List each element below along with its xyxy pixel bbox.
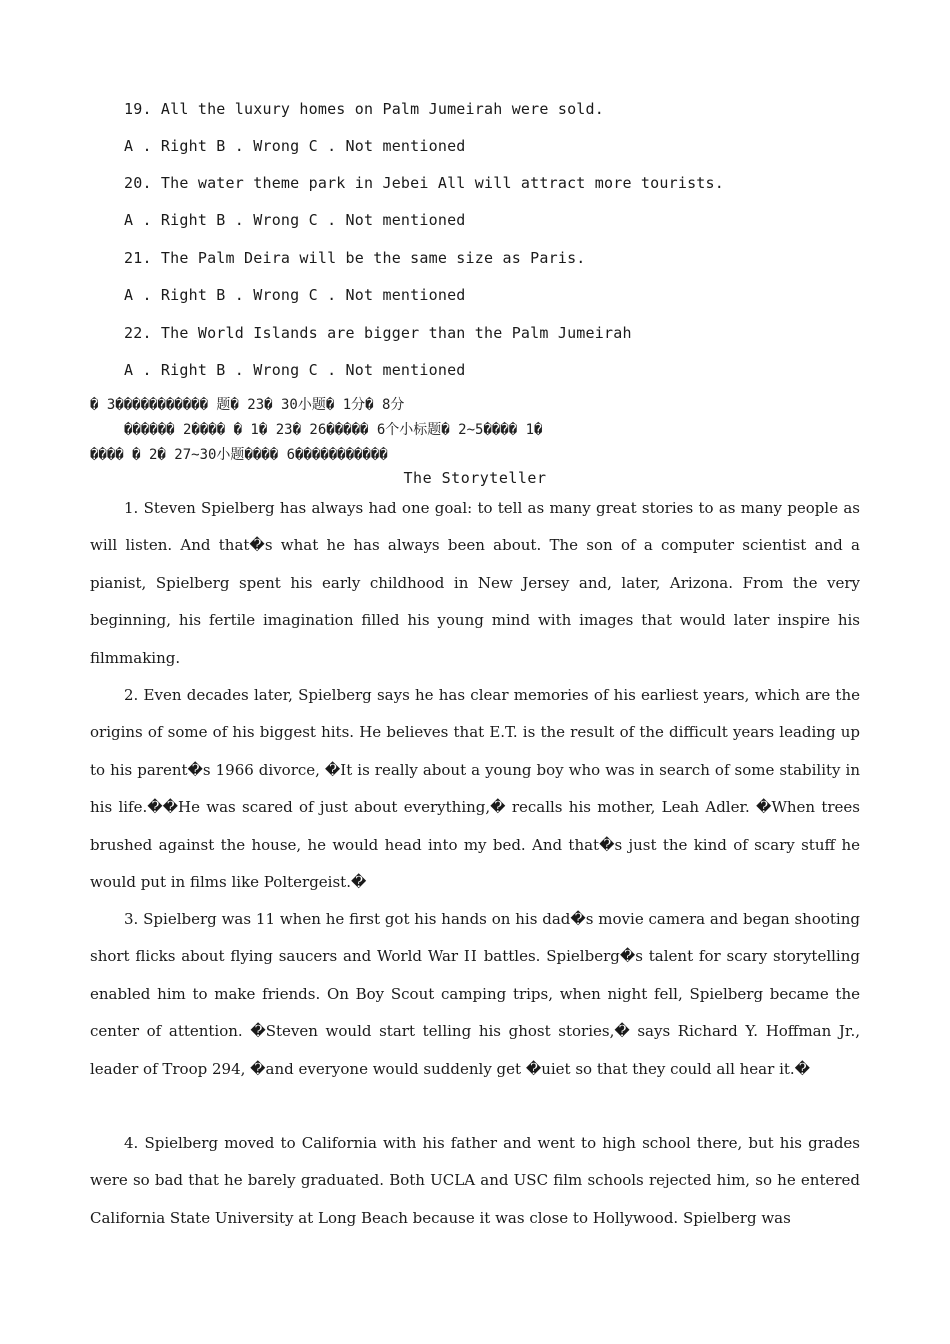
article-title: The Storyteller <box>403 469 547 487</box>
section-instruction-line-3: ���� � 2� 27~30小题���� 6����������� <box>90 447 388 463</box>
question-20-options: A . Right B . Wrong C . Not mentioned <box>124 211 466 229</box>
question-21-options: A . Right B . Wrong C . Not mentioned <box>124 286 466 304</box>
question-21-stem: 21. The Palm Deira will be the same size as Paris. <box>124 249 586 267</box>
article-paragraph-4: 4. Spielberg moved to California with his father and went to high school there, but his grades were so bad that he barely graduated. Both UCLA and USC film schools rejected him, so he entered California State University at Long Beach because it was close to Hollywood. Spielberg was <box>90 1134 860 1227</box>
article-paragraph-1: 1. Steven Spielberg has always had one goal: to tell as many great stories to as many people as will listen. And that�s what he has always been about. The son of a computer scientist and a pianist, Spielberg spent his early childhood in New Jersey and, later, Arizona. From the very beginning, his fertile imagination filled his young mind with images that would later inspire his filmmaking. <box>90 499 860 667</box>
section-instruction-line-2: ������ 2���� � 1� 23� 26����� 6个小标题� 2~5���� 1� <box>124 422 543 438</box>
question-22-stem: 22. The World Islands are bigger than the Palm Jumeirah <box>124 324 632 342</box>
question-22-options: A . Right B . Wrong C . Not mentioned <box>124 361 466 379</box>
question-19-options: A . Right B . Wrong C . Not mentioned <box>124 137 466 155</box>
article-paragraph-2: 2. Even decades later, Spielberg says he has clear memories of his earliest years, which are the origins of some of his biggest hits. He believes that E.T. is the result of the difficult years leading up to his parent�s 1966 divorce, �It is really about a young boy who was in search of some stability in his life.��He was scared of just about everything,� recalls his mother, Leah Adler. �When trees brushed against the house, he would head into my bed. And that�s just the kind of scary stuff he would put in films like Poltergeist.� <box>90 686 860 892</box>
section-instruction-line-1: � 3����������� 题� 23� 30小题� 1分� 8分 <box>90 397 405 413</box>
question-20-stem: 20. The water theme park in Jebei All will attract more tourists. <box>124 174 724 192</box>
article-paragraph-3: 3. Spielberg was 11 when he first got his hands on his dad�s movie camera and began shooting short flicks about flying saucers and World War ⅠⅠ battles. Spielberg�s talent for scary storytelling enabled him to make friends. On Boy Scout camping trips, when night fell, Spielberg became the center of attention. �Steven would start telling his ghost stories,� says Richard Y. Hoffman Jr., leader of Troop 294, �and everyone would suddenly get �uiet so that they could all hear it.� <box>90 910 860 1078</box>
question-19-stem: 19. All the luxury homes on Palm Jumeirah were sold. <box>124 100 604 118</box>
